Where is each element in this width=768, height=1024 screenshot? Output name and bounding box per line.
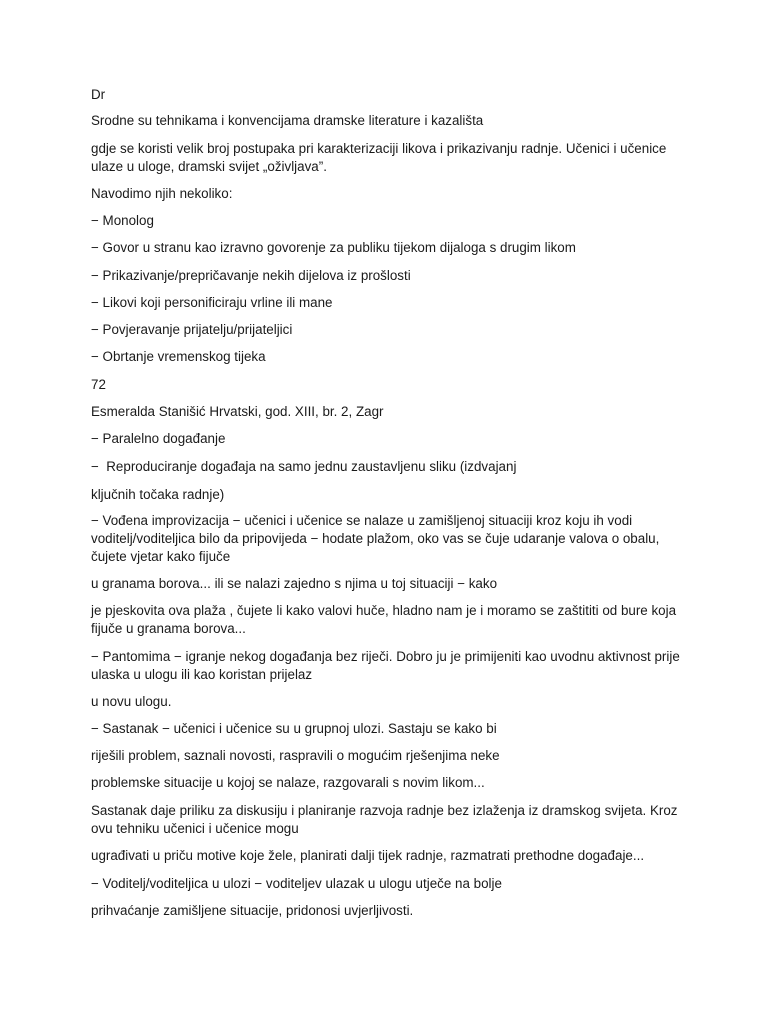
page-number: 72 bbox=[91, 377, 106, 392]
list-item: − Sastanak − učenici i učenice su u grupnoj ulozi. Sastaju se kako bi bbox=[91, 721, 497, 736]
list-item-continuation: ključnih točaka radnje) bbox=[91, 487, 225, 502]
list-item: − Likovi koji personificiraju vrline ili mane bbox=[91, 295, 333, 310]
list-item: − Voditelj/voditeljica u ulozi − voditeljev ulazak u ulogu utječe na bolje bbox=[91, 876, 502, 891]
paragraph: je pjeskovita ova plaža , čujete li kako valovi huče, hladno nam je i moramo se zaštititi od bure koja fijuče u granama borova... bbox=[91, 603, 680, 636]
list-item: − Reproduciranje događaja na samo jednu zaustavljenu sliku (izdvajanj bbox=[91, 459, 517, 474]
list-item: − Povjeravanje prijatelju/prijateljici bbox=[91, 322, 293, 337]
running-header: Esmeralda Stanišić Hrvatski, god. XIII, br. 2, Zagr bbox=[91, 404, 384, 419]
intro-paragraph: Srodne su tehnikama i konvencijama dramske literature i kazališta bbox=[91, 113, 484, 128]
intro-paragraph-continuation: gdje se koristi velik broj postupaka pri karakterizaciji likova i prikazivanju radnje. Učenici i učenice ulaze u uloge, dramski svijet „oživljava”. bbox=[91, 141, 671, 174]
text-fragment-dr: Dr bbox=[91, 87, 106, 102]
paragraph: ugrađivati u priču motive koje žele, planirati dalji tijek radnje, razmatrati prethodne događaje... bbox=[91, 848, 645, 863]
paragraph: Sastanak daje priliku za diskusiju i planiranje razvoja radnje bez izlaženja iz dramskog svijeta. Kroz ovu tehniku učenici i učenice mogu bbox=[91, 803, 682, 836]
list-item: − Pantomima − igranje nekog događanja bez riječi. Dobro ju je primijeniti kao uvodnu aktivnost prije ulaska u ulogu ili kao koristan prijelaz bbox=[91, 649, 684, 682]
paragraph: riješili problem, saznali novosti, raspravili o mogućim rješenjima neke bbox=[91, 748, 500, 763]
list-intro: Navodimo njih nekoliko: bbox=[91, 186, 233, 201]
list-item: − Govor u stranu kao izravno govorenje za publiku tijekom dijaloga s drugim likom bbox=[91, 240, 576, 255]
paragraph: u novu ulogu. bbox=[91, 694, 172, 709]
list-item: − Prikazivanje/prepričavanje nekih dijelova iz prošlosti bbox=[91, 268, 411, 283]
paragraph: u granama borova... ili se nalazi zajedno s njima u toj situaciji − kako bbox=[91, 576, 498, 591]
list-item: − Vođena improvizacija − učenici i učenice se nalaze u zamišljenoj situaciji kroz koju ih vodi voditelj/voditeljica bilo da pripovijeda − hodate plažom, oko vas se čuje udaranje valova o obalu, čujete vjetar kako fijuče bbox=[91, 513, 664, 564]
list-item: − Monolog bbox=[91, 213, 154, 228]
list-item: − Paralelno događanje bbox=[91, 431, 226, 446]
paragraph: prihvaćanje zamišljene situacije, pridonosi uvjerljivosti. bbox=[91, 903, 414, 918]
paragraph: problemske situacije u kojoj se nalaze, razgovarali s novim likom... bbox=[91, 775, 485, 790]
list-item: − Obrtanje vremenskog tijeka bbox=[91, 349, 266, 364]
